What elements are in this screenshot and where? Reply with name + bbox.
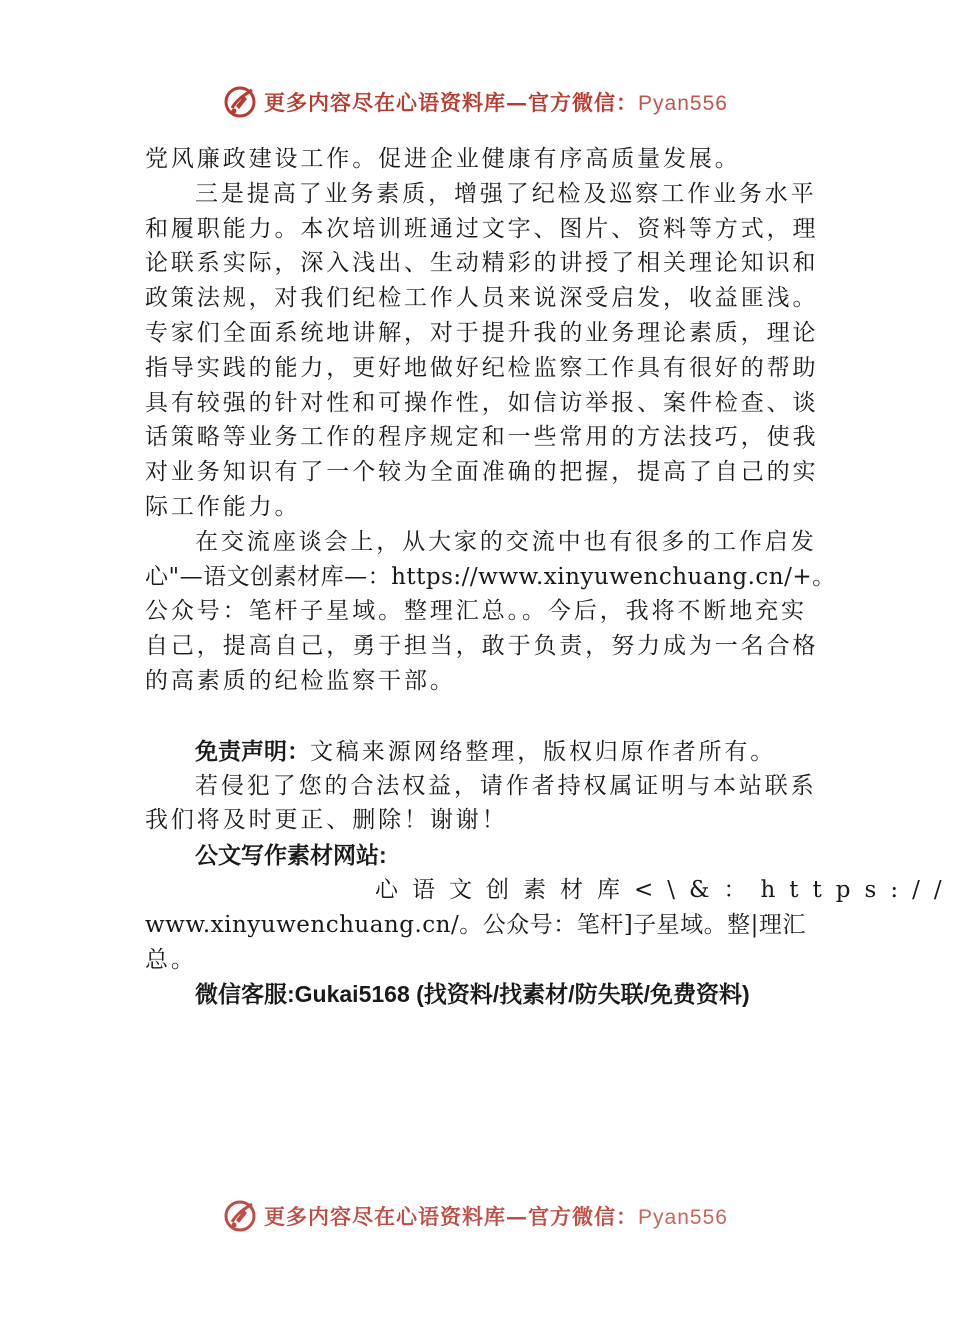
customer-service: 微信客服:Gukai5168 (找资料/找素材/防失联/免费资料) (195, 981, 750, 1008)
header-brand-text: 更多内容尽在心语资料库—官方微信：Pyan556 (264, 90, 728, 115)
footer-brand (222, 1198, 728, 1234)
site-label: 公文写作素材网站: (195, 842, 387, 869)
footer-wechat-id: Pyan556 (638, 1206, 728, 1229)
page-header (0, 82, 950, 122)
spacer (145, 699, 807, 734)
disclaimer-text-2: 若侵犯了您的合法权益，请作者持权属证明与本站联系 (195, 772, 817, 799)
disclaimer-line (145, 734, 807, 769)
disclaimer-label: 免责声明： (195, 737, 310, 764)
body-line: 公众号：笔杆子星域。整理汇总。。今后，我将不断地充实 (145, 598, 807, 625)
body-line: 对业务知识有了一个较为全面准确的把握，提高了自己的实 (145, 459, 819, 486)
body-line: 政策法规，对我们纪检工作人员来说深受启发，收益匪浅。 (145, 285, 819, 312)
body-line: 话策略等业务工作的程序规定和一些常用的方法技巧，使我 (145, 424, 819, 451)
site-line-3: 总。 (145, 946, 197, 973)
header-wechat-id: Pyan556 (638, 92, 728, 115)
footer-brand-text: 更多内容尽在心语资料库—官方微信：Pyan556 (264, 1204, 728, 1229)
body-line: 的高素质的纪检监察干部。 (145, 667, 456, 694)
body-line: 和履职能力。本次培训班通过文字、图片、资料等方式，理 (145, 215, 819, 242)
header-brand (222, 84, 728, 120)
body-line-link: 心"—语文创素材库—：https://www.xinyuwenchuang.cn/+。 (145, 563, 836, 590)
page-footer (0, 1206, 950, 1240)
body-line: 党风廉政建设工作。促进企业健康有序高质量发展。 (145, 146, 741, 172)
document-body (145, 142, 956, 1012)
body-line: 专家们全面系统地讲解，对于提升我的业务理论素质，理论 (145, 319, 819, 346)
brand-logo-icon (222, 1198, 258, 1234)
disclaimer-text-3: 我们将及时更正、删除！谢谢！ (145, 807, 508, 834)
body-line: 三是提高了业务素质，增强了纪检及巡察工作业务水平 (195, 180, 817, 207)
body-line: 际工作能力。 (145, 493, 301, 520)
site-line-1: 心语文创素材库<\&：https:// (375, 876, 956, 903)
brand-logo-icon (222, 84, 258, 120)
body-line: 自己，提高自己，勇于担当，敢于负责，努力成为一名合格 (145, 633, 819, 660)
site-line-2: www.xinyuwenchuang.cn/。公众号：笔杆]子星域。整|理汇 (145, 911, 806, 938)
disclaimer-text: 文稿来源网络整理，版权归原作者所有。 (310, 738, 777, 765)
body-line: 指导实践的能力，更好地做好纪检监察工作具有很好的帮助 (145, 354, 819, 381)
body-line: 论联系实际，深入浅出、生动精彩的讲授了相关理论知识和 (145, 250, 819, 277)
body-line: 在交流座谈会上，从大家的交流中也有很多的工作启发 (195, 528, 817, 555)
body-line: 具有较强的针对性和可操作性，如信访举报、案件检查、谈 (145, 389, 819, 416)
